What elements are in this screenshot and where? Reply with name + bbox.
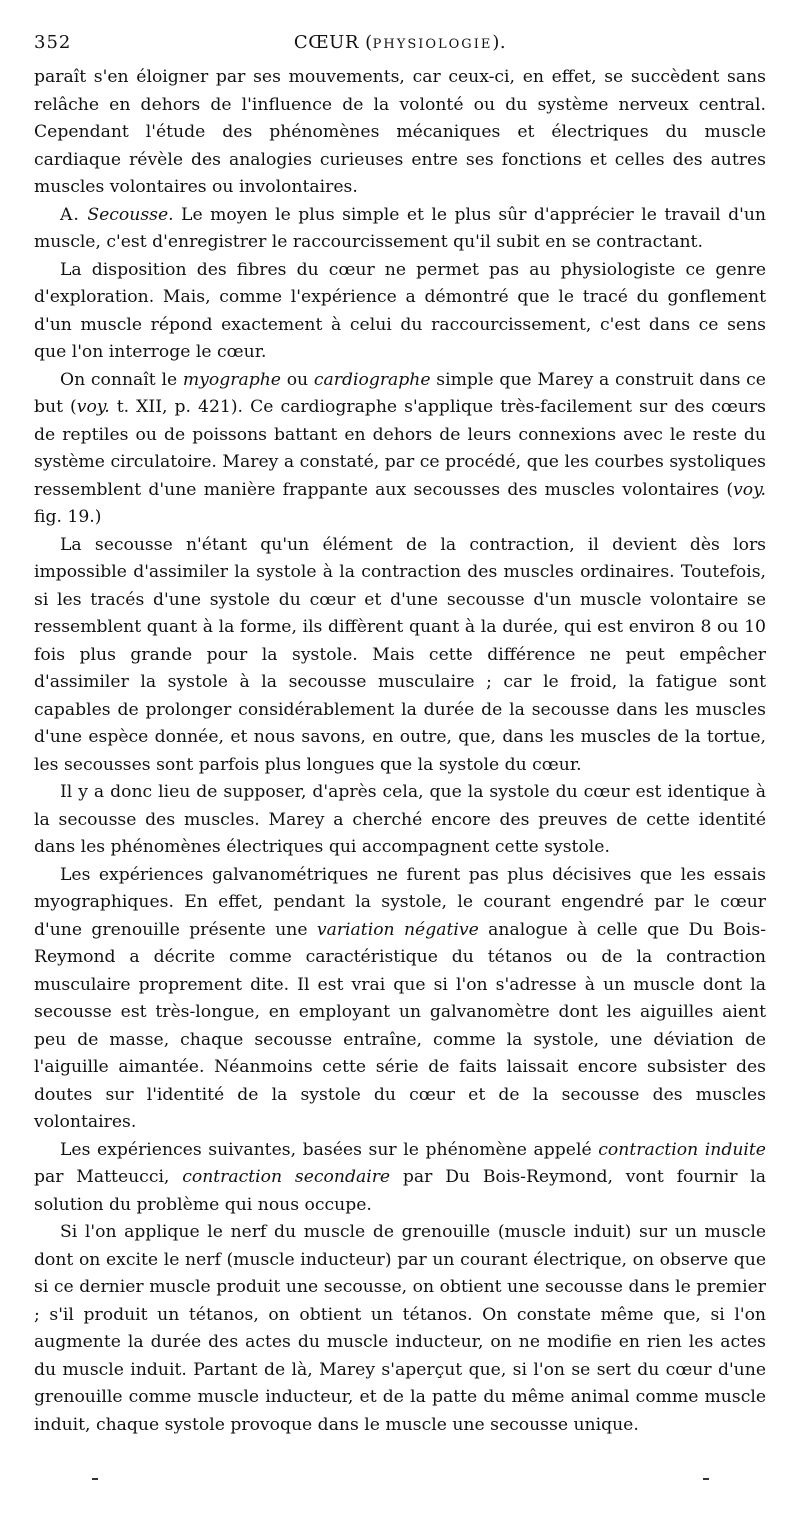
term-variation-negative: variation négative — [316, 919, 479, 940]
text-span: par Matteucci, — [34, 1167, 183, 1187]
paragraph-contraction: La secousse n'étant qu'un élément de la contraction, il devient dès lors impossible d'assimiler la systole à la contraction des muscles ordinaires. Toutefois, si les tracés d'une systole du cœur et d'une secousse d'un muscle volontaire se ressemblent quant à la forme, ils diffèrent quant à la durée, qui est environ 8 ou 10 fois plus grande pour la systole. Mais cette différence ne peut empêcher d'assimiler la systole à la secousse musculaire ; car le froid, la fatigue sont capables de prolonger considérablement la durée de la secousse dans les muscles d'une espèce donnée, et nous savons, en outre, que, dans les muscles de la tortue, les secousses sont parfois plus longues que la systole du cœur. — [34, 534, 766, 775]
term-myographe: myographe — [182, 369, 281, 390]
paragraph-myographe — [34, 367, 766, 532]
page-number: 352 — [34, 32, 72, 53]
running-title-open: ( — [365, 32, 373, 53]
running-head — [34, 28, 766, 64]
running-title-close: ). — [492, 32, 507, 53]
reference-voy: voy. — [76, 397, 110, 417]
running-title-main: CŒUR — [293, 32, 359, 53]
scan-mark — [703, 1478, 709, 1480]
term-contraction-induite: contraction induite — [598, 1139, 766, 1160]
paragraph-galvanometre — [34, 862, 766, 1137]
section-label: A. — [60, 204, 80, 225]
paragraph-disposition: La disposition des fibres du cœur ne permet pas au physiologiste ce genre d'exploration. Mais, comme l'expérience a démontré que le tracé du gonflement d'un muscle répond exactement à celui du raccourcissement, c'est dans ce sens que l'on interroge le cœur. — [34, 259, 766, 362]
text-span: On connaît le — [60, 369, 183, 390]
paragraph-continuation: paraît s'en éloigner par ses mouvements, car ceux-ci, en effet, se succèdent sans relâche en dehors de l'influence de la volonté ou du système nerveux central. Cependant l'étude des phénomènes mécaniques et électriques du muscle cardiaque révèle des analogies curieuses entre ses fonctions et celles des autres muscles volontaires ou involontaires. — [34, 67, 766, 197]
text-span: Les expériences suivantes, basées sur le phénomène appelé — [60, 1139, 599, 1160]
text-span: ou — [280, 369, 314, 390]
figure-reference: fig. 19.) — [34, 507, 102, 527]
body-text — [34, 64, 766, 1439]
text-span: par Du Bois-Reymond, vont fournir la solution du problème qui nous occupe. — [34, 1167, 766, 1215]
running-title-subtitle: PHYSIOLOGIE — [372, 37, 493, 52]
text-span: simple que Marey a construit dans ce but ( — [34, 369, 766, 417]
paragraph-nerf: Si l'on applique le nerf du muscle de grenouille (muscle induit) sur un muscle dont on excite le nerf (muscle inducteur) par un courant électrique, on observe que si ce dernier muscle produit une secousse, on obtient une secousse dans le premier ; s'il produit un tétanos, on obtient un tétanos. On constate même que, si l'on augmente la durée des actes du muscle inducteur, on ne modifie en rien les actes du muscle induit. Partant de là, Marey s'aperçut que, si l'on se sert du cœur d'une grenouille comme muscle inducteur, et de la patte du même animal comme muscle induit, chaque systole provoque dans le muscle une secousse unique. — [34, 1222, 766, 1435]
book-page — [34, 28, 766, 1439]
term-contraction-secondaire: contraction secondaire — [182, 1167, 391, 1187]
text-span: t. XII, p. 421). Ce cardiographe s'applique très-facilement sur des cœurs de reptiles ou de poissons battant en dehors de leurs connexions avec le reste du système circulatoire. Marey a constaté, par ce procédé, que les courbes systoliques ressemblent d'une manière frappante aux secousses des muscles volontaires ( — [34, 397, 766, 500]
text-span: Les expériences galvanométriques ne furent pas plus décisives que les essais myographiques. En effet, pendant la systole, le courant engendré par le cœur d'une grenouille présente une — [34, 864, 766, 940]
paragraph-experiences — [34, 1137, 766, 1220]
term-cardiographe: cardiographe — [313, 369, 431, 390]
scan-mark — [92, 1478, 98, 1480]
section-term: Secousse. — [87, 204, 174, 225]
text-span: analogue à celle que Du Bois-Reymond a décrite comme caractéristique du tétanos ou de la contraction musculaire proprement dite. Il est vrai que si l'on s'adresse à un muscle dont la secousse est très-longue, en employant un galvanomètre dont les aiguilles aient peu de masse, chaque secousse entraîne, comme la systole, une déviation de l'aiguille aimantée. Néanmoins cette série de faits laissait encore subsister des doutes sur l'identité de la systole du cœur et de la secousse des muscles volontaires. — [34, 919, 766, 1132]
reference-voy: voy. — [733, 479, 766, 500]
paragraph-identite: Il y a donc lieu de supposer, d'après cela, que la systole du cœur est identique à la secousse des muscles. Marey a cherché encore des preuves de cette identité dans les phénomènes électriques qui accompagnent cette systole. — [34, 782, 766, 857]
paragraph-secousse-text: Le moyen le plus simple et le plus sûr d'apprécier le travail d'un muscle, c'est d'enregistrer le raccourcissement qu'il subit en se contractant. — [34, 204, 766, 252]
paragraph-secousse — [34, 202, 766, 257]
running-title — [34, 28, 766, 60]
